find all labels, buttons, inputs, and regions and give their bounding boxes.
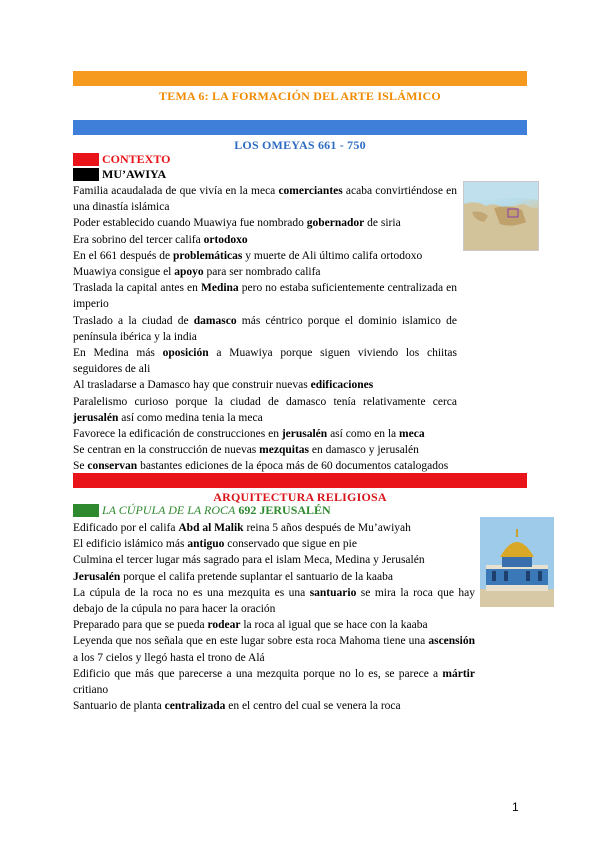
- text-line: [73, 264, 457, 280]
- omeyas-text-block: [73, 183, 457, 475]
- line-text: pero no estaba suficientemente centralizada en imperio: [73, 282, 457, 311]
- line-text: El edificio islámico más: [73, 538, 188, 551]
- highlighted-term: mezquitas: [259, 444, 310, 457]
- map-illustration: [464, 182, 538, 250]
- text-line: [73, 520, 475, 536]
- highlighted-term: gobernador: [306, 217, 365, 230]
- line-text: a los 7 cielos y llegó hasta el trono de Alá: [73, 651, 265, 664]
- highlighted-term: meca: [399, 428, 425, 441]
- highlighted-term: Jerusalén: [73, 570, 121, 583]
- highlighted-term: problemáticas: [172, 249, 243, 262]
- highlighted-term: santuario: [309, 586, 357, 599]
- cupula-date: 692 JERUSALÉN: [235, 503, 331, 517]
- black-swatch: [73, 168, 99, 181]
- highlighted-term: Abd al Malik: [178, 522, 244, 534]
- red-swatch: [73, 153, 99, 166]
- line-text: así como medina tenia la meca: [118, 411, 263, 424]
- line-text: Traslado a la ciudad de: [73, 314, 194, 327]
- line-text: La cúpula de la roca no es una mezquita es una: [73, 586, 310, 599]
- line-text: critiano: [73, 684, 109, 697]
- text-line: [73, 248, 457, 264]
- contexto-label: CONTEXTO: [102, 152, 171, 166]
- highlighted-term: rodear: [207, 619, 241, 632]
- muawiya-heading: [73, 167, 166, 182]
- line-text: se mira la roca que hay debajo de la cúpula no para hacer la oración: [73, 586, 475, 616]
- highlighted-term: jerusalén: [73, 411, 119, 424]
- section-title-omeyas: LOS OMEYAS 661 - 750: [234, 138, 366, 152]
- text-line: [73, 585, 475, 617]
- page-number: 1: [512, 800, 519, 814]
- text-line: [73, 345, 457, 377]
- line-text: Edificio que más que parecerse a una mezquita porque no lo es, se parece a: [73, 667, 443, 680]
- line-text: Leyenda que nos señala que en este lugar sobre esta roca Mahoma tiene una: [73, 635, 429, 648]
- red-divider-bar: [73, 473, 527, 488]
- text-line: [73, 617, 475, 633]
- line-text: Era sobrino del tercer califa: [73, 233, 204, 246]
- arquitectura-text-block: [73, 520, 475, 714]
- text-line: [73, 552, 475, 568]
- text-line: [73, 633, 475, 665]
- highlighted-term: oposición: [162, 347, 209, 360]
- highlighted-term: mártir: [442, 667, 475, 680]
- highlighted-term: ascensión: [428, 635, 475, 648]
- highlighted-term: comerciantes: [278, 185, 343, 197]
- line-text: la roca al igual que se hace con la kaaba: [240, 619, 428, 632]
- line-text: En el 661 después de: [73, 249, 173, 262]
- highlighted-term: antiguo: [187, 538, 225, 551]
- text-line: [73, 569, 475, 585]
- line-text: Muawiya consigue el: [73, 266, 175, 279]
- line-text: Poder establecido cuando Muawiya fue nombrado: [73, 217, 307, 230]
- text-line: [73, 426, 457, 442]
- line-text: acaba convirtiéndose en una dinastía islámica: [73, 185, 457, 214]
- highlighted-term: edificaciones: [310, 379, 374, 392]
- section-title-arquitectura: ARQUITECTURA RELIGIOSA: [213, 490, 387, 504]
- highlighted-term: Medina: [200, 282, 239, 295]
- green-swatch: [73, 504, 99, 517]
- line-text: así como en la: [327, 428, 400, 441]
- highlighted-term: ortodoxo: [203, 233, 248, 246]
- text-line: [73, 394, 457, 426]
- line-text: bastantes ediciones de la época más de 60 documentos catalogados: [137, 460, 449, 473]
- text-line: [73, 215, 457, 231]
- line-text: Se centran en la construcción de nuevas: [73, 444, 260, 457]
- text-line: [73, 698, 475, 714]
- line-text: Edificado por el califa: [73, 522, 179, 534]
- highlighted-term: damasco: [193, 314, 237, 327]
- text-line: [73, 666, 475, 698]
- line-text: Culmina el tercer lugar más sagrado para el islam Meca, Medina y Jerusalén: [73, 554, 425, 567]
- dome-of-the-rock-image: [480, 517, 554, 607]
- cupula-label: LA CÚPULA DE LA ROCA: [102, 503, 236, 517]
- line-text: En Medina más: [73, 347, 163, 360]
- line-text: de siria: [364, 217, 401, 230]
- dome-illustration: [480, 517, 554, 607]
- text-line: [73, 280, 457, 312]
- line-text: para ser nombrado califa: [203, 266, 321, 279]
- text-line: [73, 536, 475, 552]
- line-text: a Muawiya porque siguen viviendo los chiitas seguidores de ali: [73, 347, 457, 376]
- blue-divider-bar: [73, 120, 527, 135]
- highlighted-term: jerusalén: [281, 428, 328, 441]
- text-line: [73, 183, 457, 215]
- line-text: Santuario de planta: [73, 700, 165, 713]
- map-image: [463, 181, 539, 251]
- line-text: Favorece la edificación de construcciones en: [73, 428, 282, 441]
- muawiya-label: MU’AWIYA: [102, 167, 167, 181]
- text-line: [73, 377, 457, 393]
- line-text: Traslada la capital antes en: [73, 282, 201, 295]
- line-text: Familia acaudalada de que vivía en la meca: [73, 185, 279, 197]
- orange-divider-bar: [73, 71, 527, 86]
- highlighted-term: conservan: [87, 460, 138, 473]
- highlighted-term: apoyo: [174, 266, 204, 279]
- line-text: en el centro del cual se venera la roca: [225, 700, 401, 713]
- line-text: Al trasladarse a Damasco hay que construir nuevas: [73, 379, 311, 392]
- page-title: TEMA 6: LA FORMACIÓN DEL ARTE ISLÁMICO: [159, 89, 441, 103]
- line-text: en damasco y jerusalén: [309, 444, 419, 457]
- text-line: [73, 442, 457, 458]
- line-text: conservado que sigue en pie: [224, 538, 357, 551]
- highlighted-term: centralizada: [164, 700, 226, 713]
- line-text: reina 5 años después de Mu’awiyah: [243, 522, 411, 534]
- contexto-heading: [73, 152, 170, 167]
- line-text: Paralelismo curioso porque la ciudad de damasco tenía relativamente cerca: [73, 395, 457, 408]
- cupula-heading: [73, 503, 331, 518]
- line-text: Se: [73, 460, 88, 473]
- text-line: [73, 232, 457, 248]
- line-text: y muerte de Ali último califa ortodoxo: [242, 249, 423, 262]
- line-text: Preparado para que se pueda: [73, 619, 208, 632]
- line-text: porque el califa pretende suplantar el santuario de la kaaba: [120, 570, 393, 583]
- text-line: [73, 313, 457, 345]
- line-text: más céntrico porque el dominio islamico de península ibérica y la india: [73, 314, 457, 343]
